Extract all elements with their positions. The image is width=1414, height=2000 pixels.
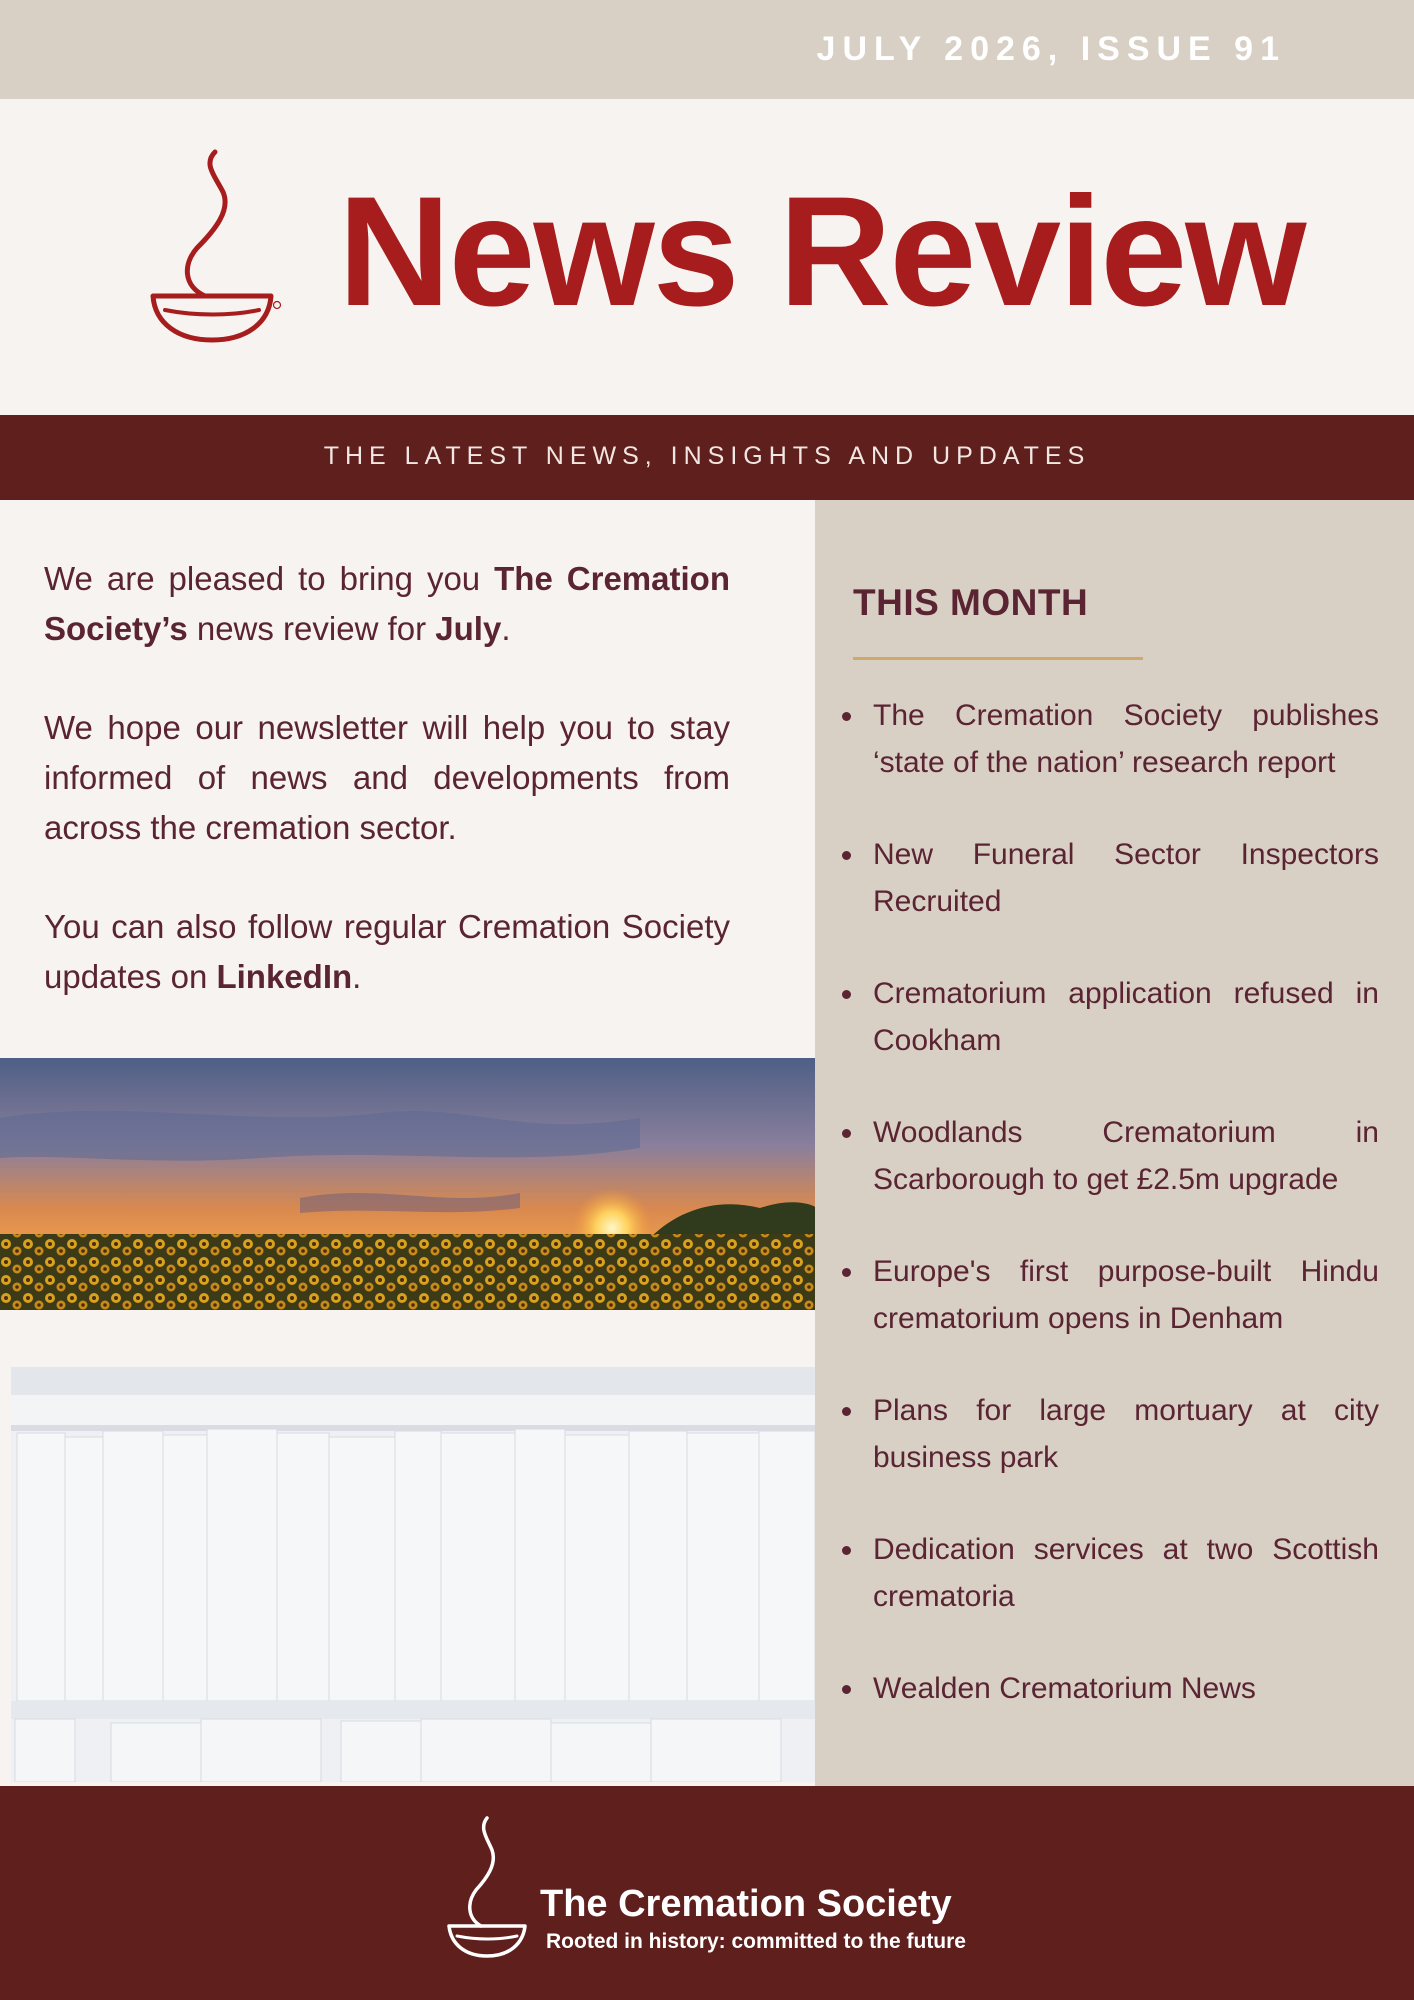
list-item[interactable]: [873, 970, 1379, 1064]
list-item[interactable]: [873, 1248, 1379, 1342]
intro-text-span: We are pleased to bring you: [44, 560, 495, 597]
intro-text-span: news review for: [187, 610, 436, 647]
intro-text-span: .: [352, 958, 362, 995]
footer: [0, 1786, 1414, 2000]
list-item-label: Wealden Crematorium News: [873, 1672, 1256, 1705]
bullet-icon: [842, 990, 851, 999]
issue-label: JULY 2026, ISSUE 91: [816, 30, 1286, 68]
list-item[interactable]: [873, 831, 1379, 925]
list-item[interactable]: [873, 1665, 1379, 1712]
tagline: THE LATEST NEWS, INSIGHTS AND UPDATES: [323, 442, 1091, 470]
society-name: The Cremation Society’s: [44, 560, 730, 647]
top-bar: [0, 0, 1414, 99]
this-month-list: [873, 692, 1379, 1757]
linkedin-link[interactable]: LinkedIn: [216, 958, 353, 995]
list-item-label: Plans for large mortuary at city business park: [873, 1394, 1379, 1474]
bullet-icon: [842, 1685, 851, 1694]
list-item[interactable]: [873, 692, 1379, 786]
bullet-icon: [842, 1129, 851, 1138]
intro-paragraph-2: We hope our newsletter will help you to stay informed of news and developments from across the cremation sector.: [44, 709, 730, 846]
tagline-bar: [0, 415, 1414, 500]
month-name: July: [435, 610, 502, 647]
list-item-label: The Cremation Society publishes ‘state of the nation’ research report: [873, 699, 1379, 779]
bookshelf-photo: [11, 1367, 815, 1782]
list-item[interactable]: [873, 1109, 1379, 1203]
bullet-icon: [842, 1546, 851, 1555]
sidebar-divider: [853, 657, 1143, 660]
intro-paragraph-3: [44, 902, 730, 1002]
flame-bowl-logo-icon: [445, 1814, 529, 1960]
bullet-icon: [842, 712, 851, 721]
footer-org-name: The Cremation Society: [540, 1883, 952, 1925]
intro-text-span: You can also follow regular Cremation Society updates on: [44, 908, 730, 995]
intro-text-span: .: [501, 610, 511, 647]
intro-paragraph-1: [44, 554, 730, 654]
this-month-sidebar: [815, 500, 1414, 1786]
sunflower-sunset-photo: [0, 1058, 817, 1310]
flame-bowl-logo-icon: [145, 148, 285, 348]
list-item-label: Crematorium application refused in Cookham: [873, 977, 1379, 1057]
intro-text: [44, 554, 730, 1051]
bullet-icon: [842, 851, 851, 860]
list-item[interactable]: [873, 1526, 1379, 1620]
list-item-label: Dedication services at two Scottish crematoria: [873, 1533, 1379, 1613]
bullet-icon: [842, 1407, 851, 1416]
sidebar-title: THIS MONTH: [853, 582, 1089, 623]
list-item-label: Europe's first purpose-built Hindu crematorium opens in Denham: [873, 1255, 1379, 1335]
footer-slogan: Rooted in history: committed to the future: [546, 1930, 966, 1953]
newsletter-title: News Review: [338, 165, 1305, 339]
list-item[interactable]: [873, 1387, 1379, 1481]
list-item-label: Woodlands Crematorium in Scarborough to get £2.5m upgrade: [873, 1116, 1379, 1196]
bullet-icon: [842, 1268, 851, 1277]
list-item-label: New Funeral Sector Inspectors Recruited: [873, 838, 1379, 918]
